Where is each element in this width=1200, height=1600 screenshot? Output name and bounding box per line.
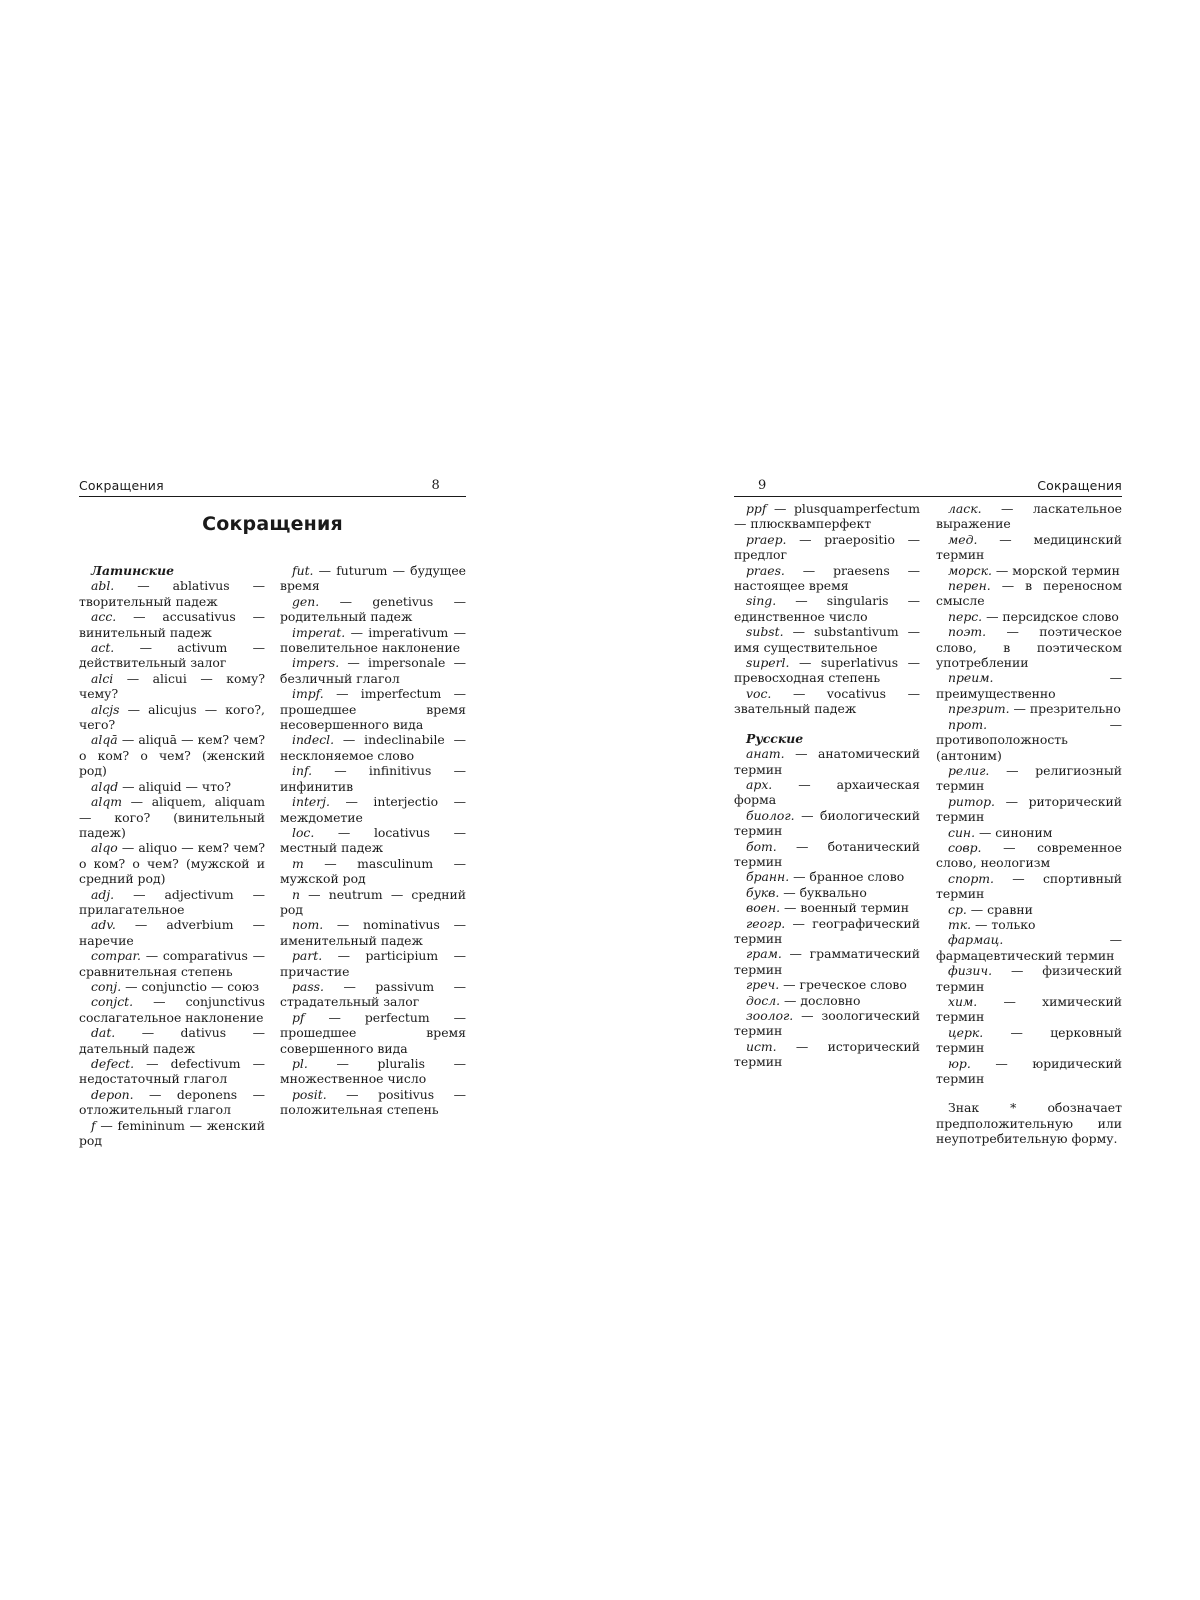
abbreviation-entry	[936, 501, 1122, 532]
abbreviation-entry	[734, 1039, 920, 1070]
definition: — архаическая форма	[734, 776, 920, 808]
definition: — substantivum — имя существительное	[734, 624, 920, 655]
abbreviation: alqm	[91, 794, 123, 810]
abbreviation: геогр.	[746, 915, 786, 931]
abbreviation-entry	[280, 625, 466, 656]
definition: — ablativus — творительный падеж	[79, 578, 265, 609]
abbreviation: мед.	[948, 531, 978, 547]
definition: — географический термин	[734, 915, 920, 946]
columns	[79, 563, 466, 1148]
abbreviation-entry	[280, 856, 466, 887]
page-number: 8	[431, 478, 440, 493]
abbreviation-entry	[734, 624, 920, 655]
definition: — alicujus — кого?, чего?	[79, 701, 265, 733]
abbreviation-entry	[79, 732, 265, 778]
columns	[734, 501, 1122, 1147]
abbreviation: юр.	[948, 1055, 971, 1071]
abbreviation-entry	[734, 900, 920, 915]
definition: — imperfectum — прошедшее время несовершенного вида	[280, 686, 466, 733]
abbreviation-entry	[734, 946, 920, 977]
abbreviation-entry	[280, 594, 466, 625]
abbreviation: dat.	[91, 1025, 116, 1041]
abbreviation: f	[91, 1117, 96, 1133]
abbreviation: interj.	[292, 794, 330, 810]
abbreviation: син.	[948, 824, 976, 840]
abbreviation-entry	[280, 1010, 466, 1056]
abbreviation-entry	[936, 902, 1122, 917]
definition: — singularis — единственное число	[734, 593, 920, 624]
definition: — superlativus — превосходная степень	[734, 655, 920, 686]
abbreviation: презрит.	[948, 701, 1010, 717]
abbreviation: alqo	[91, 840, 118, 856]
abbreviation-entry	[734, 808, 920, 839]
definition: — религиозный термин	[936, 762, 1122, 794]
definition: — masculinum — мужской род	[280, 855, 466, 887]
definition: — бранное слово	[789, 869, 905, 885]
abbreviation-entry	[936, 825, 1122, 840]
abbreviation-entry	[79, 917, 265, 948]
abbreviation-entry	[936, 763, 1122, 794]
abbreviation-entry	[79, 979, 265, 994]
running-head-title: Сокращения	[79, 478, 164, 493]
abbreviation: ppf	[746, 501, 767, 516]
definition: — vocativus — звательный падеж	[734, 685, 920, 717]
page-title: Сокращения	[202, 513, 343, 535]
abbreviation: морск.	[948, 562, 992, 578]
abbreviation-entry	[280, 686, 466, 732]
abbreviation: бот.	[746, 838, 777, 854]
page-number: 9	[758, 478, 767, 493]
abbreviation-entry	[936, 871, 1122, 902]
abbreviation: subst.	[746, 624, 784, 640]
definition: — imperativum — повелительное наклонение	[280, 624, 466, 656]
column-left-2	[280, 563, 466, 1148]
abbreviation: adv.	[91, 917, 116, 933]
abbreviation-entry	[79, 1056, 265, 1087]
abbreviation-entry	[734, 501, 920, 532]
definition: — биологический термин	[734, 807, 920, 839]
definition: — синоним	[975, 824, 1053, 840]
abbreviation-entry	[936, 932, 1122, 963]
abbreviation-entry	[79, 640, 265, 671]
abbreviation: досл.	[746, 992, 781, 1008]
abbreviation-entry	[936, 670, 1122, 701]
definition: — фармацевтический термин	[936, 932, 1122, 963]
definition: — военный термин	[780, 900, 909, 916]
definition: — accusativus — винительный падеж	[79, 609, 265, 640]
abbreviation: букв.	[746, 884, 780, 900]
abbreviation-entry	[936, 532, 1122, 563]
definition: — dativus — дательный падеж	[79, 1025, 265, 1056]
abbreviation: praes.	[746, 562, 785, 578]
running-head-title: Сокращения	[1037, 478, 1122, 493]
abbreviation-entry	[79, 1087, 265, 1118]
abbreviation-entry	[936, 840, 1122, 871]
abbreviation: грам.	[746, 946, 782, 962]
abbreviation: imperat.	[292, 624, 346, 640]
definition: — буквально	[779, 884, 867, 900]
abbreviation: спорт.	[948, 870, 994, 886]
abbreviation-entry	[280, 655, 466, 686]
section-title: Латинские	[91, 563, 174, 578]
abbreviation-entry	[280, 1056, 466, 1087]
abbreviation: арх.	[746, 776, 773, 792]
abbreviation: бранн.	[746, 869, 790, 885]
section-title: Русские	[746, 730, 804, 746]
definition: — химический термин	[936, 994, 1122, 1025]
abbreviation: impf.	[292, 686, 324, 702]
definition: — futurum — будущее время	[280, 563, 466, 594]
abbreviation-entry	[280, 887, 466, 918]
abbreviation: перс.	[948, 608, 983, 624]
abbreviation-entry	[734, 532, 920, 563]
abbreviation-entry	[936, 1056, 1122, 1087]
abbreviation: ист.	[746, 1038, 777, 1054]
definition: — спортивный термин	[936, 870, 1122, 902]
abbreviation: n	[292, 886, 300, 902]
definition: — indeclinabile — несклоняемое слово	[280, 732, 466, 763]
definition: — adjectivum — прилагательное	[79, 886, 265, 917]
abbreviation: поэт.	[948, 624, 987, 640]
abbreviation: inf.	[292, 763, 313, 779]
definition: — медицинский термин	[936, 531, 1122, 563]
definition: — neutrum — средний род	[280, 886, 466, 917]
column-right-2	[936, 501, 1122, 1147]
abbreviation-entry	[734, 686, 920, 717]
abbreviation: ср.	[948, 901, 967, 917]
definition: — impersonale — безличный глагол	[280, 655, 466, 686]
definition: — praepositio — предлог	[734, 531, 920, 563]
abbreviation-entry	[280, 948, 466, 979]
abbreviation: церк.	[948, 1024, 984, 1040]
definition: — praesens — настоящее время	[734, 562, 920, 594]
definition: — преимущественно	[936, 670, 1122, 701]
abbreviation-entry	[280, 732, 466, 763]
spacer	[734, 717, 920, 731]
abbreviation-entry	[280, 917, 466, 948]
abbreviation-entry	[79, 1118, 265, 1149]
abbreviation: sing.	[746, 593, 777, 609]
abbreviation-entry	[79, 671, 265, 702]
abbreviation: alqā	[91, 732, 118, 748]
definition: — femininum — женский род	[79, 1117, 265, 1149]
abbreviation: voc.	[746, 685, 772, 701]
abbreviation: m	[292, 855, 304, 871]
definition: — deponens — отложительный глагол	[79, 1086, 265, 1118]
abbreviation: loc.	[292, 824, 315, 840]
abbreviation: abl.	[91, 578, 115, 594]
column-left-1	[79, 563, 265, 1148]
abbreviation-entry	[280, 763, 466, 794]
abbreviation-entry	[734, 777, 920, 808]
definition: — aliquid — что?	[118, 778, 232, 794]
definition: — физический термин	[936, 963, 1122, 994]
definition: — locativus — местный падеж	[280, 824, 466, 856]
abbreviation-entry	[280, 825, 466, 856]
abbreviation: прот.	[948, 716, 988, 732]
definition: — церковный термин	[936, 1024, 1122, 1056]
definition: — passivum — страдательный залог	[280, 978, 466, 1010]
abbreviation-entry	[936, 578, 1122, 609]
definition: — только	[971, 916, 1036, 932]
abbreviation: acc.	[91, 609, 117, 625]
abbreviation: перен.	[948, 578, 991, 594]
abbreviation-entry	[734, 885, 920, 900]
abbreviation-entry	[79, 609, 265, 640]
abbreviation: depon.	[91, 1086, 134, 1102]
definition: — исторический термин	[734, 1038, 920, 1070]
abbreviation: gen.	[292, 593, 320, 609]
definition: — adverbium — наречие	[79, 917, 265, 948]
abbreviation: ласк.	[948, 501, 982, 516]
abbreviation-entry	[936, 917, 1122, 932]
abbreviation: хим.	[948, 994, 978, 1009]
abbreviation: fut.	[292, 563, 314, 578]
abbreviation: superl.	[746, 655, 790, 671]
definition: — activum — действительный залог	[79, 640, 265, 671]
definition: — participium — причастие	[280, 948, 466, 979]
abbreviation-entry	[734, 993, 920, 1008]
abbreviation: греч.	[746, 977, 780, 993]
definition: — современное слово, неологизм	[936, 839, 1122, 871]
running-head-left	[79, 478, 466, 497]
abbreviation: тк.	[948, 916, 972, 932]
abbreviation: анат.	[746, 746, 785, 762]
definition: — nominativus — именительный падеж	[280, 917, 466, 948]
abbreviation-entry	[734, 655, 920, 686]
definition: — plusquamperfectum — плюсквамперфект	[734, 501, 920, 532]
abbreviation-entry	[936, 701, 1122, 716]
abbreviation-entry	[734, 916, 920, 947]
abbreviation-entry	[280, 563, 466, 594]
abbreviation: совр.	[948, 839, 982, 855]
definition: — defectivum — недостаточный глагол	[79, 1056, 265, 1087]
abbreviation-entry	[79, 994, 265, 1025]
abbreviation: impers.	[292, 655, 340, 671]
abbreviation: физич.	[948, 963, 993, 979]
abbreviation-entry	[936, 963, 1122, 994]
abbreviation-entry	[734, 977, 920, 992]
abbreviation-entry	[936, 624, 1122, 670]
definition: — персидское слово	[982, 608, 1119, 624]
abbreviation: религ.	[948, 762, 990, 778]
abbreviation: ритор.	[948, 793, 995, 809]
footnote: Знак * обозначает предположительную или неупотребительную форму.	[936, 1100, 1122, 1147]
abbreviation-entry	[936, 563, 1122, 578]
column-right-1	[734, 501, 920, 1147]
abbreviation: pass.	[292, 978, 324, 994]
abbreviation: зоолог.	[746, 1008, 794, 1023]
right-page	[734, 478, 1122, 1147]
abbreviation: alqd	[91, 778, 119, 794]
definition: — conjunctio — союз	[121, 978, 260, 994]
abbreviation: defect.	[91, 1056, 135, 1071]
definition: — positivus — положительная степень	[280, 1086, 466, 1118]
abbreviation: alci	[91, 670, 114, 686]
abbreviation-entry	[79, 702, 265, 733]
abbreviation: posit.	[292, 1086, 327, 1102]
definition: — греческое слово	[779, 977, 907, 993]
abbreviation: pf	[292, 1009, 305, 1025]
definition: — infinitivus — инфинитив	[280, 763, 466, 794]
abbreviation-entry	[936, 717, 1122, 763]
definition: — юридический термин	[936, 1055, 1122, 1087]
definition: — в переносном смысле	[936, 578, 1122, 609]
abbreviation-entry	[79, 948, 265, 979]
abbreviation: compar.	[91, 948, 141, 964]
abbreviation: преим.	[948, 670, 994, 686]
abbreviation: indecl.	[292, 732, 335, 748]
abbreviation-entry	[79, 887, 265, 918]
abbreviation: conj.	[91, 978, 122, 994]
running-head-right	[734, 478, 1122, 497]
abbreviation: part.	[292, 948, 323, 964]
definition: — comparativus — сравнительная степень	[79, 948, 265, 979]
abbreviation: nom.	[292, 917, 324, 933]
definition: — грамматический термин	[734, 946, 920, 977]
definition: — aliquo — кем? чем? о ком? о чем? (мужской и средний род)	[79, 840, 265, 887]
abbreviation-entry	[79, 779, 265, 794]
definition: — сравни	[966, 901, 1033, 917]
definition: — презрительно	[1009, 701, 1121, 717]
definition: — perfectum — прошедшее время совершенного вида	[280, 1009, 466, 1056]
abbreviation-entry	[734, 869, 920, 884]
abbreviation: praep.	[746, 531, 787, 547]
abbreviation-entry	[280, 1087, 466, 1118]
definition: — противоположность (антоним)	[936, 716, 1122, 763]
definition: — морской термин	[991, 562, 1120, 578]
abbreviation-entry	[734, 593, 920, 624]
definition: — ботанический термин	[734, 838, 920, 869]
abbreviation-entry	[936, 1025, 1122, 1056]
abbreviation-entry	[79, 840, 265, 886]
abbreviation-entry	[734, 746, 920, 777]
abbreviation-entry	[936, 609, 1122, 624]
abbreviation-entry	[280, 794, 466, 825]
abbreviation: conjct.	[91, 994, 134, 1010]
abbreviation-entry	[936, 994, 1122, 1025]
definition: — риторический термин	[936, 793, 1122, 825]
definition: — pluralis — множественное число	[280, 1056, 466, 1087]
abbreviation-entry	[280, 979, 466, 1010]
abbreviation: биолог.	[746, 807, 795, 823]
definition: — aliquem, aliquam — кого? (винительный падеж)	[79, 794, 265, 840]
definition: — поэтическое слово, в поэтическом употреблении	[936, 624, 1122, 671]
definition: — conjunctivus сослагательное наклонение	[79, 994, 265, 1025]
abbreviation-entry	[79, 794, 265, 840]
abbreviation-entry	[734, 1008, 920, 1039]
abbreviation-entry	[936, 794, 1122, 825]
abbreviation-entry	[734, 563, 920, 594]
definition: — анатомический термин	[734, 746, 920, 777]
spacer	[936, 1086, 1122, 1100]
abbreviation: фармац.	[948, 932, 1004, 948]
abbreviation: pl.	[292, 1056, 308, 1071]
abbreviation: adj.	[91, 886, 115, 902]
definition: — aliquā — кем? чем? о ком? о чем? (женский род)	[79, 732, 265, 779]
abbreviation-entry	[79, 578, 265, 609]
definition: — дословно	[780, 992, 861, 1008]
definition: — alicui — кому? чему?	[79, 670, 265, 702]
left-page	[79, 478, 466, 1148]
abbreviation-entry	[79, 1025, 265, 1056]
abbreviation: act.	[91, 640, 115, 656]
definition: — interjectio — междометие	[280, 794, 466, 825]
abbreviation: воен.	[746, 900, 781, 916]
abbreviation: alcjs	[91, 701, 120, 717]
definition: — ласкательное выражение	[936, 501, 1122, 532]
definition: — genetivus — родительный падеж	[280, 593, 466, 625]
abbreviation-entry	[734, 839, 920, 870]
definition: — зоологический термин	[734, 1008, 920, 1039]
